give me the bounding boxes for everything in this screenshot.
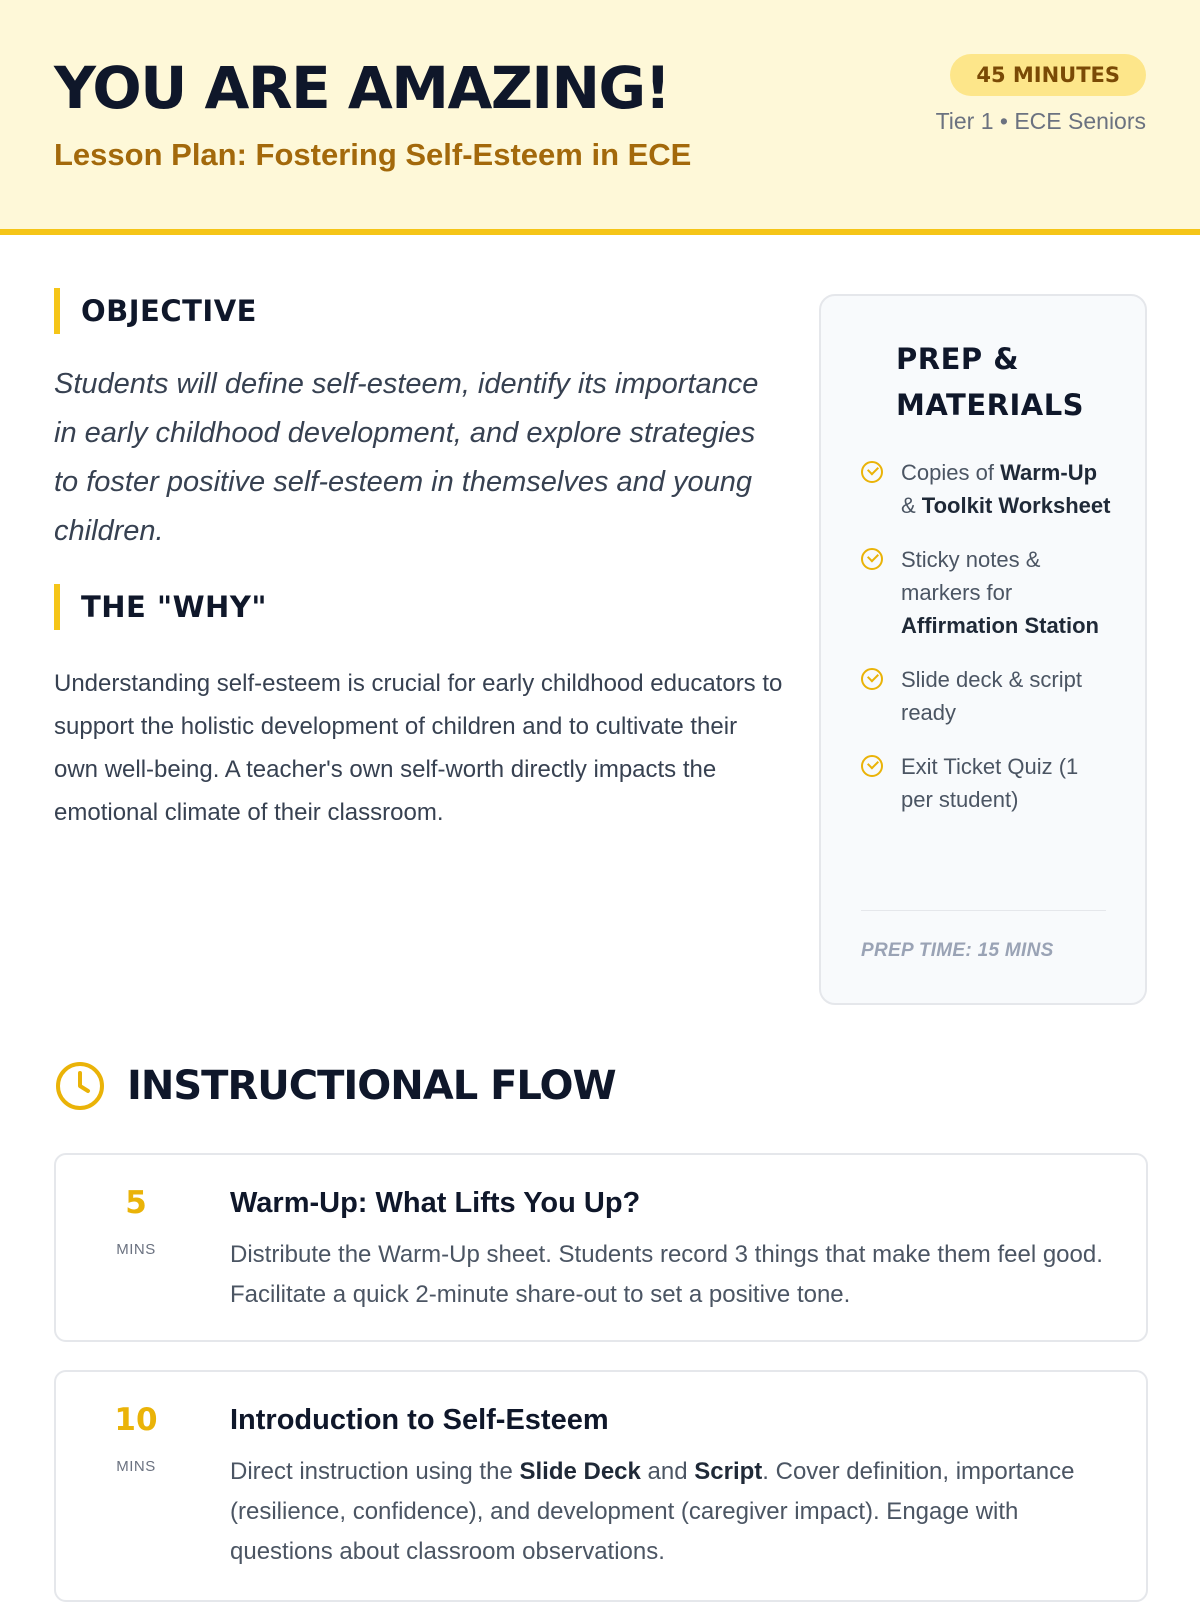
flow-step-card [54,1153,1148,1342]
objective-text: Students will define self-esteem, identify its importance in early childhood development, and explore strategies to foster positive self-esteem in themselves and young children. [54,368,759,547]
tier-meta: Tier 1 • ECE Seniors [935,108,1146,134]
page-title: YOU ARE AMAZING! [54,54,670,122]
duration-badge: 45 MINUTES [950,54,1146,96]
step-text: Distribute the Warm-Up sheet. Students record 3 things that make them feel good. Facilitate a quick 2-minute share-out to set a positive tone. [230,1241,1103,1308]
check-circle-icon [861,461,883,483]
page-subtitle: Lesson Plan: Fostering Self-Esteem in ECE [54,137,692,172]
flow-step-card [54,1370,1148,1602]
step-title: Introduction to Self-Esteem [230,1404,609,1436]
why-heading: THE "WHY" [54,584,267,630]
step-minutes: 5 [125,1185,147,1221]
step-minutes-label: MINS [116,1458,156,1475]
header [0,0,1200,235]
prep-divider [861,910,1106,911]
check-circle-icon [861,755,883,777]
prep-item: Sticky notes & markers for Affirmation Station [861,543,1111,642]
prep-time: PREP TIME: 15 MINS [861,940,1054,961]
prep-item: Exit Ticket Quiz (1 per student) [861,750,1111,816]
prep-list [861,456,1111,837]
flow-heading: INSTRUCTIONAL FLOW [127,1063,616,1109]
objective-heading: OBJECTIVE [54,288,257,334]
why-text: Understanding self-esteem is crucial for early childhood educators to support the holistic development of children and to cultivate their own well-being. A teacher's own self-worth directly impacts the emotional climate of their classroom. [54,670,783,826]
prep-item: Copies of Warm-Up & Toolkit Worksheet [861,456,1111,522]
prep-materials-card [819,294,1147,1005]
step-text: Direct instruction using the Slide Deck and Script. Cover definition, importance (resilience, confidence), and development (caregiver impact). Engage with questions about classroom observations. [230,1458,1075,1565]
step-minutes-label: MINS [116,1241,156,1258]
step-title: Warm-Up: What Lifts You Up? [230,1187,641,1219]
check-circle-icon [861,668,883,690]
prep-item: Slide deck & script ready [861,663,1111,729]
check-circle-icon [861,548,883,570]
prep-title: PREP & MATERIALS [896,342,1085,422]
clock-icon [54,1060,106,1112]
step-minutes: 10 [114,1402,158,1438]
